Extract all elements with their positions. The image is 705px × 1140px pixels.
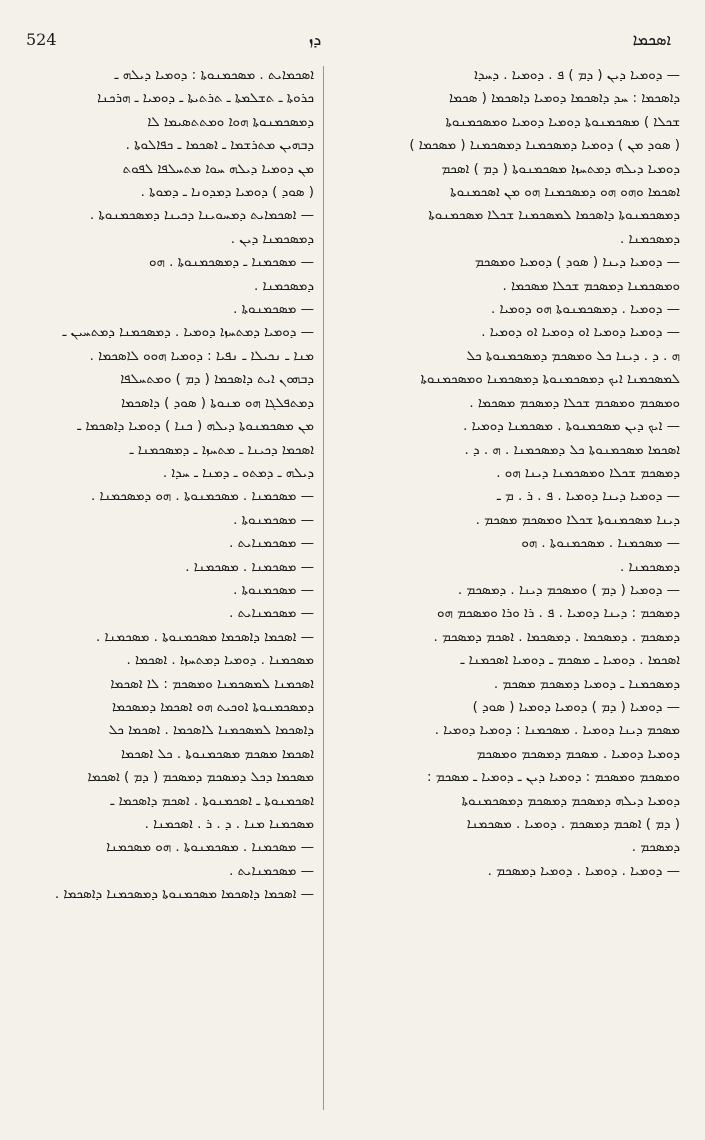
text-line: ܕܐܣܟܡܐ ܠܡܣܟܡܢܐ ܠܐܣܟܡܐ . ܐܣܟܡܐ ܟܠ [108,723,314,739]
text-line: — ܡܣܟܡܢܐܝܬ . [229,536,314,552]
text-line: ܕܡܣܟܡܢܐ . [619,559,680,575]
text-line: ܡܢ ܡܣܟܡܢܘܬܐ ܕܝܠܗ ( ܟܢܐ ) ܕܘܡܝܐ ܕܐܣܟܡܐ ـ [77,419,314,435]
text-line: ܕܡܣܟܡܢܐ . [253,278,314,294]
text-line: ( ܣܘܕ ܡܢ ) ܕܘܡܝܐ ܕܡܣܟܡܢܐ ܕܡܣܟܡܢܐ ( ܡܣܟܡܐ ) [409,138,680,154]
text-line: ܡܢ ܕܘܡܝܐ ܕܝܠܗ ܚܘܐ ܡܬܚܠܦܐ ܠܦܘܬ [122,161,314,177]
text-line: — ܡܣܟܡܢܐ ـ ܕܡܣܟܡܢܘܬܐ . ܗܘ [149,255,314,271]
page-header [0,0,705,62]
text-line: ܡܢܐ ـ ܢܟܝܠܐ ـ ܢܦܝܐ : ܕܘܡܝܐ ܗܘܘ ܠܐܣܟܡܐ . [89,348,314,364]
text-line: ܕܒܗܘܢ ܐܝܬ ܕܐܣܟܡܐ ( ܕܡ ) ܘܡܬܚܠܦܐ [120,372,314,388]
text-line: ܐܣܟܡܐܝܬ . ܡܣܟܡܢܘܬܐ : ܕܘܡܝܐ ܕܝܠܗ ـ [114,68,314,83]
text-line: ܕܒܗܝܢ ܡܬܪܫܡܐ ـ ܐܣܟܡܐ ـ ܟܦܐܠܘܬܐ . [125,138,314,154]
text-line: — ܕܘܡܝܐ ( ܕܡ ) ܘܡܣܟܡ ܕܝܢܐ . ܕܡܣܟܡ . [457,582,680,598]
text-line: ܕܡܣܟܡܢܐ ܕܝܢ . [230,231,314,247]
text-line: — ܡܣܟܡܢܘܬܐ . [233,582,314,598]
text-line: ܡܣܟܡܐ ܕܟܠ ܕܡܣܟܡ ܕܡܣܟܡ ( ܕܡ ) ܐܣܟܡܐ [87,770,314,786]
text-line: ܐܣܟܡܢܐ ܠܡܣܟܡܢܐ ܘܡܣܟܡ : ܠܐ ܐܣܟܡܐ [110,676,314,692]
text-line: — ܕܘܡܝܐ ܕܡܬܚܙܐ ܕܘܡܝܐ . ܕܡܣܟܡܢܐ ܕܡܬܚܝܢ ـ [62,325,314,341]
text-line: ܕܡܣܟܡܢܘܬܐ ܐܘܟܝܬ ܗܘ ܐܣܟܡܐ ܕܡܣܟܡܐ [111,699,314,715]
text-line: — ܡܣܟܡܢܐ . ܡܣܟܡܢܐ . [185,559,314,575]
text-line: — ܡܣܟܡܢܐܝܬ . [229,606,314,622]
text-line: — ܕܘܡܝܐ ܕܝܢ ( ܕܡ ) ܦ . ܕܘܡܝܐ . ܕܚܕܐ [474,68,680,83]
text-line: ܐܣܟܡܢܘܬܐ ـ ܐܣܟܡܢܘܬܐ . ܐܣܟܡ ܕܐܣܟܡܐ ـ [110,793,314,809]
header-center-glyph: ܕܙ [308,30,322,49]
page-number: 524 [26,30,57,49]
text-line: ܕܡܣܟܡܢܘܬܐ ܗܘܐ ܘܡܬܬܣܝܡܐ ܠܐ [147,114,314,130]
left-column [26,64,314,907]
text-line: ܕܡܣܟܡܢܘܬܐ ܕܐܣܟܡܐ ܠܡܣܟܡܢܐ ܫܟܠܐ ܡܣܟܡܢܘܬܐ [428,208,680,224]
text-line: ܡܣܟܡ ܕܝܢܐ ܕܘܡܝܐ . ܡܣܟܡܢܐ : ܕܘܡܝܐ ܕܘܡܝܐ . [434,723,680,739]
text-line: ܕܘܡܝܐ ܕܘܡܝܐ . ܡܣܟܡ ܕܡܣܟܡ ܘܡܣܟܡ [476,746,680,762]
running-head: ܐܣܟܡܐ [632,30,671,49]
text-line: — ܕܘܡܝܐ . ܕܘܡܝܐ . ܕܘܡܝܐ ܕܡܣܟܡ . [487,863,680,879]
text-line: — ܡܣܟܡܢܐ . ܡܣܟܡܢܘܬܐ . ܗܘ ܡܣܟܡܢܐ [106,840,314,856]
text-line: ܕܝܠܗ ـ ܕܡܬܘ ـ ܕܡܢܐ ـ ܚܕܐ . [162,465,314,481]
text-line: — ܕܘܡܝܐ ܕܝܢܐ ܕܘܡܝܐ . ܦ . ܪ . ܡ ـ [496,489,680,505]
text-line: ܫܟܠܐ ) ܡܣܟܡܢܘܬܐ ܕܘܡܝܐ ܕܘܡܝܐ ܘܡܣܟܡܢܘܬܐ [445,114,680,130]
text-line: ܟܪܘܬܐ ـ ܬܫܠܡܬܐ ـ ܬܪܬܝܬܐ ـ ܕܘܡܝܐ ـ ܗܪܟܢܐ [97,91,314,107]
text-line: ܐܣܟܡܐ . ܕܘܡܝܐ ـ ܡܣܟܡ ـ ܕܘܡܝܐ ܐܣܟܡܢܐ ـ [460,653,680,669]
text-line: — ܡܣܟܡܢܐ . ܡܣܟܡܢܘܬܐ . ܗܘ ܕܡܣܟܡܢܐ . [91,489,314,505]
text-line: ܘܡܣܟܡ ܘܡܣܟܡ : ܕܘܡܝܐ ܕܝܢ ـ ܕܘܡܝܐ ـ ܡܣܟܡ : [426,770,680,786]
text-line: ܕܝܢܐ ܡܣܟܡܢܘܬܐ ܫܟܠܐ ܘܡܣܟܡ ܡܣܟܡ . [475,512,680,528]
text-line: ܕܡܣܟܡܢܐ . [619,231,680,247]
text-line: ܕܡܣܟܡ ܫܟܠܐ ܘܡܣܟܡܢܐ ܕܝܢܐ ܗܘ . [496,465,680,481]
text-line: ܡܣܟܡܢܐ . ܕܘܡܝܐ ܕܡܬܚܙܐ . ܐܣܟܡܐ . [126,653,314,669]
column-divider [323,66,324,1110]
text-line: — ܡܣܟܡܢܘܬܐ . [233,302,314,318]
text-line: — ܕܘܡܝܐ ܕܘܡܝܐ ܐܘ ܕܘܡܝܐ ܐܘ ܕܘܡܝܐ . [481,325,680,341]
text-line: — ܕܘܡܝܐ ( ܕܡ ) ܕܘܡܝܐ ܕܘܡܝܐ ( ܣܘܕ ) [472,699,680,715]
text-line: ܕܘܡܝܐ ܕܝܠܗ ܕܡܬܚܙܐ ܡܣܟܡܢܘܬܐ ( ܕܡ ) ܐܣܟܡ [441,161,680,177]
text-line: ܕܡܣܟܡܢܐ ـ ܕܘܡܝܐ ܕܡܣܟܡ ܡܣܟܡ . [493,676,680,692]
text-line: ܐܣܟܡܐ ܘܗܘ ܗܘ ܕܡܣܟܡܢܐ ܗܘ ܡܢ ܐܣܟܡܢܘܬܐ [450,185,680,201]
text-line: ܠܡܣܟܡܢܐ ܐܝܟ ܕܡܣܟܡܢܘܬܐ ܕܡܣܟܡܢܐ ܘܡܣܟܡܢܘܬܐ [420,372,680,388]
text-line: — ܐܣܟܡܐ ܕܐܣܟܡܐ ܡܣܟܡܢܘܬܐ ܕܡܣܟܡܢܐ ܕܐܣܟܡܐ . [54,887,314,903]
text-line: — ܐܣܟܡܐ ܕܐܣܟܡܐ ܡܣܟܡܢܘܬܐ . ܡܣܟܡܢܐ . [95,629,314,645]
text-line: — ܕܘܡܝܐ . ܕܡܣܟܡܢܘܬܐ ܗܘ ܕܘܡܝܐ . [490,302,680,318]
text-line: ܘܡܣܟܡ ܘܡܣܟܡ ܫܟܠܐ ܕܡܣܟܡ ܡܣܟܡܐ . [469,395,680,411]
text-line: ܕܐܣܟܡܐ : ܚܕ ܕܐܣܟܡܐ ܕܘܡܝܐ ܕܐܣܟܡܐ ( ܣܟܡܐ [448,91,680,107]
text-line: — ܡܣܟܡܢܘܬܐ . [233,512,314,528]
text-line: — ܡܣܟܡܢܐ . ܡܣܟܡܢܘܬܐ . ܗܘ [521,536,680,552]
text-line: — ܡܣܟܡܢܐܝܬ . [229,863,314,879]
text-line: ܐܣܟܡܐ ܕܟܝܢܐ ـ ܡܬܚܙܐ ـ ܕܡܣܟܡܢܐ ـ [129,442,314,458]
text-line: ( ܣܘܕ ) ܕܘܡܝܐ ܕܡܕܘܢܐ ـ ܕܡܘܬܐ . [140,185,314,201]
text-line: — ܐܣܟܡܐܝܬ ܕܡܚܘܝܢܐ ܕܟܝܢܐ ܕܡܣܟܡܢܘܬܐ . [89,208,314,224]
text-line: ܕܡܣܟܡ : ܕܝܢܐ ܕܘܡܝܐ . ܦ . ܪܐ ܘܪܐ ܘܡܣܟܡ ܗܘ [437,606,680,622]
text-line: ܕܘܡܝܐ ܕܝܠܗ ܕܡܣܟܡ ܕܡܣܟܡ ܕܡܣܟܡܢܘܬܐ [461,793,680,809]
text-line: — ܕܘܡܝܐ ܕܝܢܐ ( ܣܘܕ ) ܕܘܡܝܐ ܘܡܣܟܡ [474,255,680,271]
text-line: ( ܕܡ ) ܐܣܟܡ ܕܡܣܟܡ . ܕܘܡܝܐ . ܡܣܟܡܢܐ [466,817,680,832]
text-line: ܕܡܣܟܡ . [631,840,680,856]
text-line: ܐܣܟܡܐ ܡܣܟܡܢܘܬܐ ܟܠ ܕܡܣܟܡܢܐ . ܗ . ܕ . [464,442,680,458]
text-line: ܘܡܣܟܡܢܐ ܕܡܣܟܡ ܫܟܠܐ ܡܣܟܡܐ . [502,278,680,294]
right-column [338,64,680,883]
text-line: ܕܡܬܦܠܓܐ ܗܘ ܡܢܘܬܐ ( ܣܘܕ ) ܕܐܣܟܡܐ [121,395,314,411]
text-line: ܡܣܟܡܢܐ ܡܢܐ . ܕ . ܪ . ܐܣܟܡܢܐ . [144,817,314,832]
text-line: ܕܡܣܟܡ . ܕܡܣܟܡܐ . ܕܡܣܟܡܐ . ܐܣܟܡ ܕܡܣܟܡ . [433,629,680,645]
text-line: ܐܣܟܡܐ ܡܣܟܡ ܡܣܟܡܢܘܬܐ . ܟܠ ܐܣܟܡܐ [120,746,314,762]
text-line: — ܐܝܟ ܕܝܢ ܡܣܟܡܢܘܬܐ . ܡܣܟܡܢܐ ܕܘܡܝܐ . [463,419,680,435]
text-line: ܗ . ܕ . ܕܝܢܐ ܟܠ ܘܡܣܟܡ ܕܡܣܟܡܢܘܬܐ ܟܠ [466,348,680,364]
